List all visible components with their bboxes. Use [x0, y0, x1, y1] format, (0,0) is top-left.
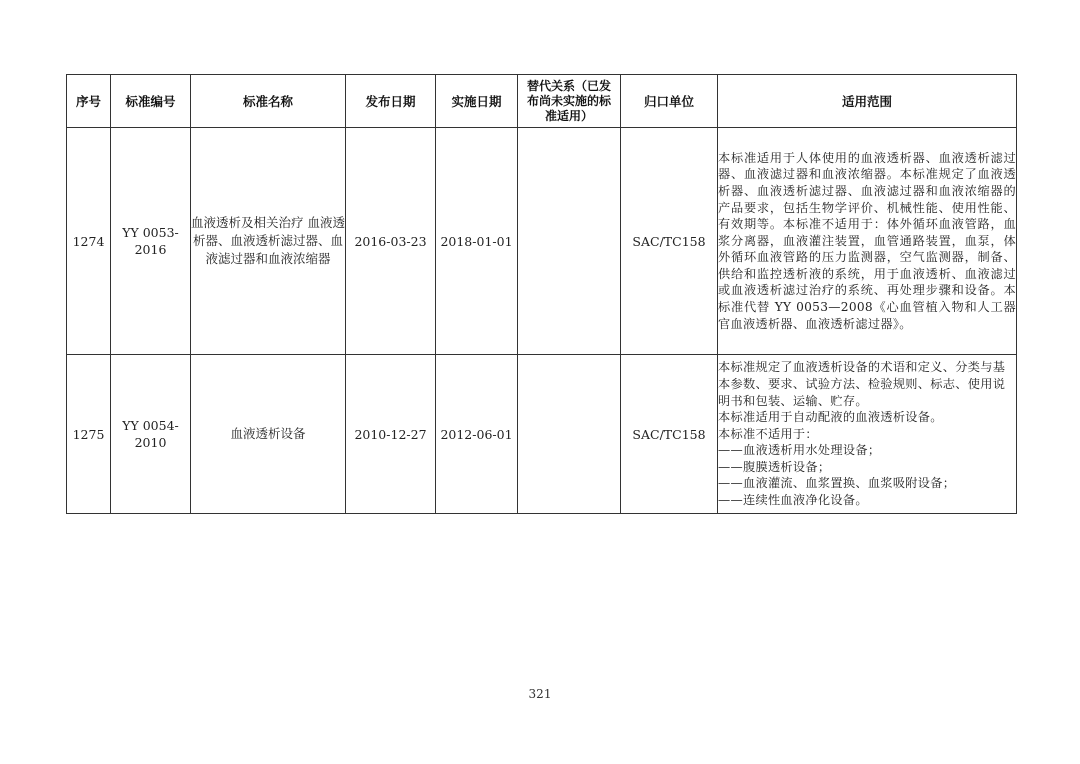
- table-row: [67, 128, 1017, 355]
- header-replace: 替代关系（已发布尚未实施的标准适用）: [518, 75, 621, 128]
- cell-replace: [518, 355, 621, 514]
- cell-std-name: 血液透析及相关治疗 血液透析器、血液透析滤过器、血液滤过器和血液浓缩器: [191, 128, 346, 355]
- header-std-name: 标准名称: [191, 75, 346, 128]
- scope-line: ——血液透析用水处理设备；: [718, 443, 881, 458]
- header-release-date: 发布日期: [346, 75, 436, 128]
- cell-seq: 1275: [67, 355, 111, 514]
- cell-unit: SAC/TC158: [621, 355, 718, 514]
- header-seq: 序号: [67, 75, 111, 128]
- header-scope: 适用范围: [718, 75, 1017, 128]
- scope-line: ——血液灌流、血浆置换、血浆吸附设备；: [718, 476, 956, 491]
- cell-seq: 1274: [67, 128, 111, 355]
- cell-scope: [718, 355, 1017, 514]
- cell-std-no: YY 0054-2010: [111, 355, 191, 514]
- scope-line: ——连续性血液净化设备。: [718, 493, 868, 508]
- page-number: 321: [528, 687, 552, 701]
- cell-unit: SAC/TC158: [621, 128, 718, 355]
- header-row: [67, 75, 1017, 128]
- cell-std-name: 血液透析设备: [191, 355, 346, 514]
- table-row: [67, 355, 1017, 514]
- scope-line: 本标准适用于自动配液的血液透析设备。: [718, 410, 943, 425]
- standards-table: [66, 74, 1017, 514]
- scope-line: 本标准规定了血液透析设备的术语和定义、分类与基本参数、要求、试验方法、检验规则、标志、使用说明书和包装、运输、贮存。: [718, 360, 1006, 408]
- cell-scope: 本标准适用于人体使用的血液透析器、血液透析滤过器、血液滤过器和血液浓缩器。本标准规定了血液透析器、血液透析滤过器、血液滤过器和血液浓缩器的产品要求，包括生物学评价、机械性能、使用性能、有效期等。本标准不适用于：体外循环血液管路，血浆分离器，血液灌注装置，血管通路装置，血泵，体外循环血液管路的压力监测器，空气监测器，制备、供给和监控透析液的系统，用于血液透析、血液滤过或血液透析滤过治疗的系统、再处理步骤和设备。本标准代替 YY 0053—2008《心血管植入物和人工器官血液透析器、血液透析滤过器》。: [718, 128, 1017, 355]
- cell-replace: [518, 128, 621, 355]
- cell-release-date: 2010-12-27: [346, 355, 436, 514]
- scope-line: ——腹膜透析设备；: [718, 459, 831, 474]
- header-unit: 归口单位: [621, 75, 718, 128]
- cell-std-no: YY 0053-2016: [111, 128, 191, 355]
- cell-impl-date: 2012-06-01: [436, 355, 518, 514]
- cell-impl-date: 2018-01-01: [436, 128, 518, 355]
- header-std-no: 标准编号: [111, 75, 191, 128]
- header-impl-date: 实施日期: [436, 75, 518, 128]
- cell-release-date: 2016-03-23: [346, 128, 436, 355]
- scope-line: 本标准不适用于：: [718, 426, 818, 441]
